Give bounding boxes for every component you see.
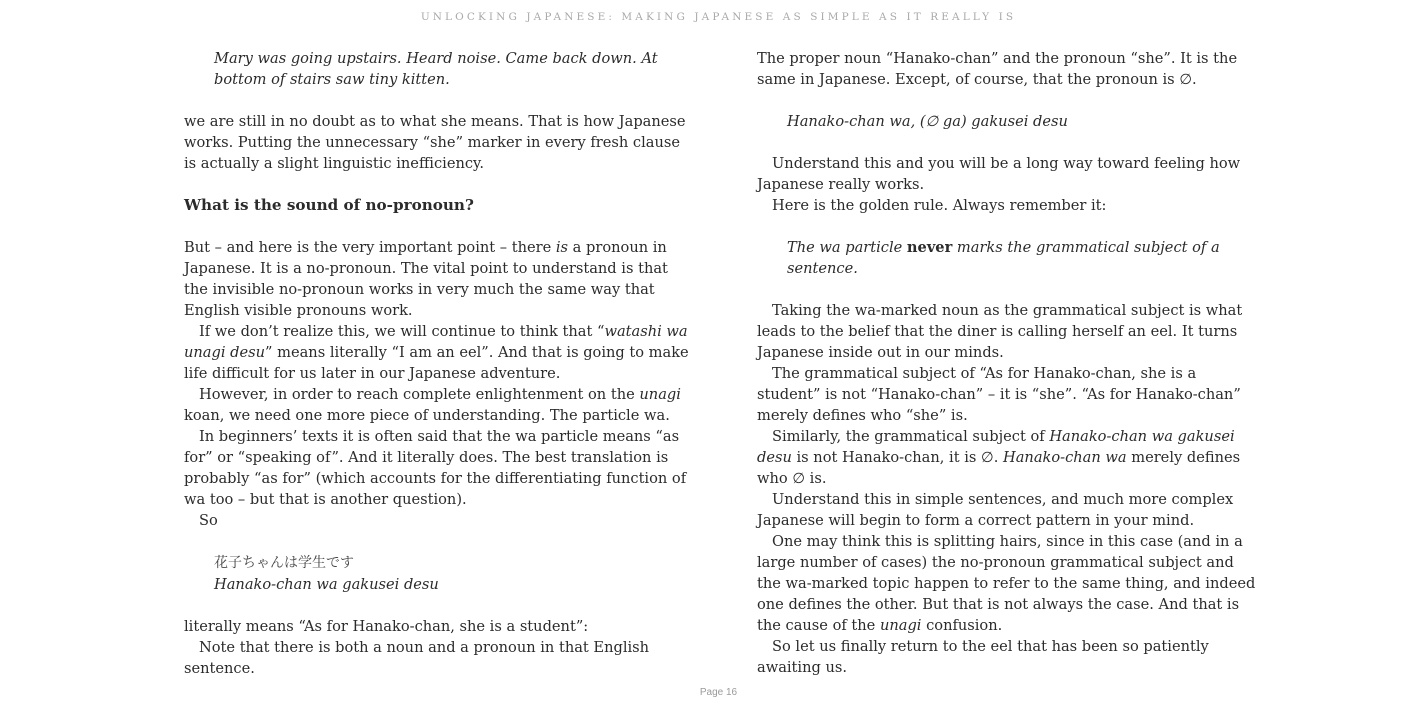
quote-line: Mary was going upstairs. Heard noise. Came back down. At: [214, 50, 658, 67]
quote-hanako: Hanako-chan wa, (∅ ga) gakusei desu: [787, 113, 1068, 130]
paragraph: However, in order to reach complete enlightenment on the unagi koan, we need one more piece of understanding. The particle wa.: [184, 386, 681, 424]
paragraph: Understand this in simple sentences, and much more complex Japanese will begin to form a correct pattern in your mind.: [757, 491, 1234, 529]
quote-line: bottom of stairs saw tiny kitten.: [214, 71, 450, 88]
quote-mary: [184, 48, 694, 90]
paragraph: we are still in no doubt as to what she means. That is how Japanese works. Putting the unnecessary “she” marker in every fresh clause is actually a slight linguistic inefficiency.: [184, 113, 686, 172]
japanese-example: [184, 552, 694, 595]
paragraph: In beginners’ texts it is often said that the wa particle means “as for” or “speaking of”. And it literally does. The best translation is probably “as for” (which accounts for the differentiating function of wa too – but that is another question).: [184, 428, 687, 508]
running-head: UNLOCKING JAPANESE: MAKING JAPANESE AS SIMPLE AS IT REALLY IS: [420, 11, 1017, 23]
section-heading: What is the sound of no-pronoun?: [184, 196, 474, 214]
paragraph: literally means “As for Hanako-chan, she is a student”:: [184, 618, 589, 635]
japanese-text: 花子ちゃんは学生です: [214, 555, 354, 571]
paragraph: If we don’t realize this, we will continue to think that “watashi wa unagi desu” means literally “I am an eel”. And that is going to make life difficult for us later in our Japanese adventure.: [184, 323, 689, 382]
paragraph: Similarly, the grammatical subject of Hanako-chan wa gakusei desu is not Hanako-chan, it is ∅. Hanako-chan wa merely defines who ∅ is.: [757, 428, 1241, 487]
paragraph: Note that there is both a noun and a pronoun in that English sentence.: [184, 639, 650, 677]
paragraph: Taking the wa-marked noun as the grammatical subject is what leads to the belief that the diner is calling herself an eel. It turns Japanese inside out in our minds.: [757, 302, 1243, 361]
golden-rule: The wa particle never marks the grammatical subject of a sentence.: [787, 239, 1220, 277]
page-number: Page 16: [699, 687, 738, 698]
paragraph: Understand this and you will be a long way toward feeling how Japanese really works.: [757, 155, 1241, 193]
paragraph: So let us finally return to the eel that has been so patiently awaiting us.: [757, 638, 1209, 676]
paragraph: The grammatical subject of “As for Hanako-chan, she is a student” is not “Hanako-chan” – it is “she”. “As for Hanako-chan” merely defines who “she” is.: [757, 365, 1241, 424]
paragraph: So: [199, 512, 218, 529]
left-page-column: [184, 48, 694, 679]
right-page-column: [757, 48, 1257, 678]
romaji-text: Hanako-chan wa gakusei desu: [214, 576, 439, 593]
paragraph: But – and here is the very important point – there is a pronoun in Japanese. It is a no-pronoun. The vital point to understand is that the invisible no-pronoun works in very much the same way that English visible pronouns work.: [184, 239, 668, 319]
paragraph: One may think this is splitting hairs, since in this case (and in a large number of cases) the no-pronoun grammatical subject and the wa-marked topic happen to refer to the same thing, and indeed one defines the other. But that is not always the case. And that is the cause of the unagi confusion.: [757, 533, 1256, 634]
paragraph: The proper noun “Hanako-chan” and the pronoun “she”. It is the same in Japanese. Except, of course, that the pronoun is ∅.: [757, 50, 1238, 88]
paragraph: Here is the golden rule. Always remember it:: [772, 197, 1107, 214]
